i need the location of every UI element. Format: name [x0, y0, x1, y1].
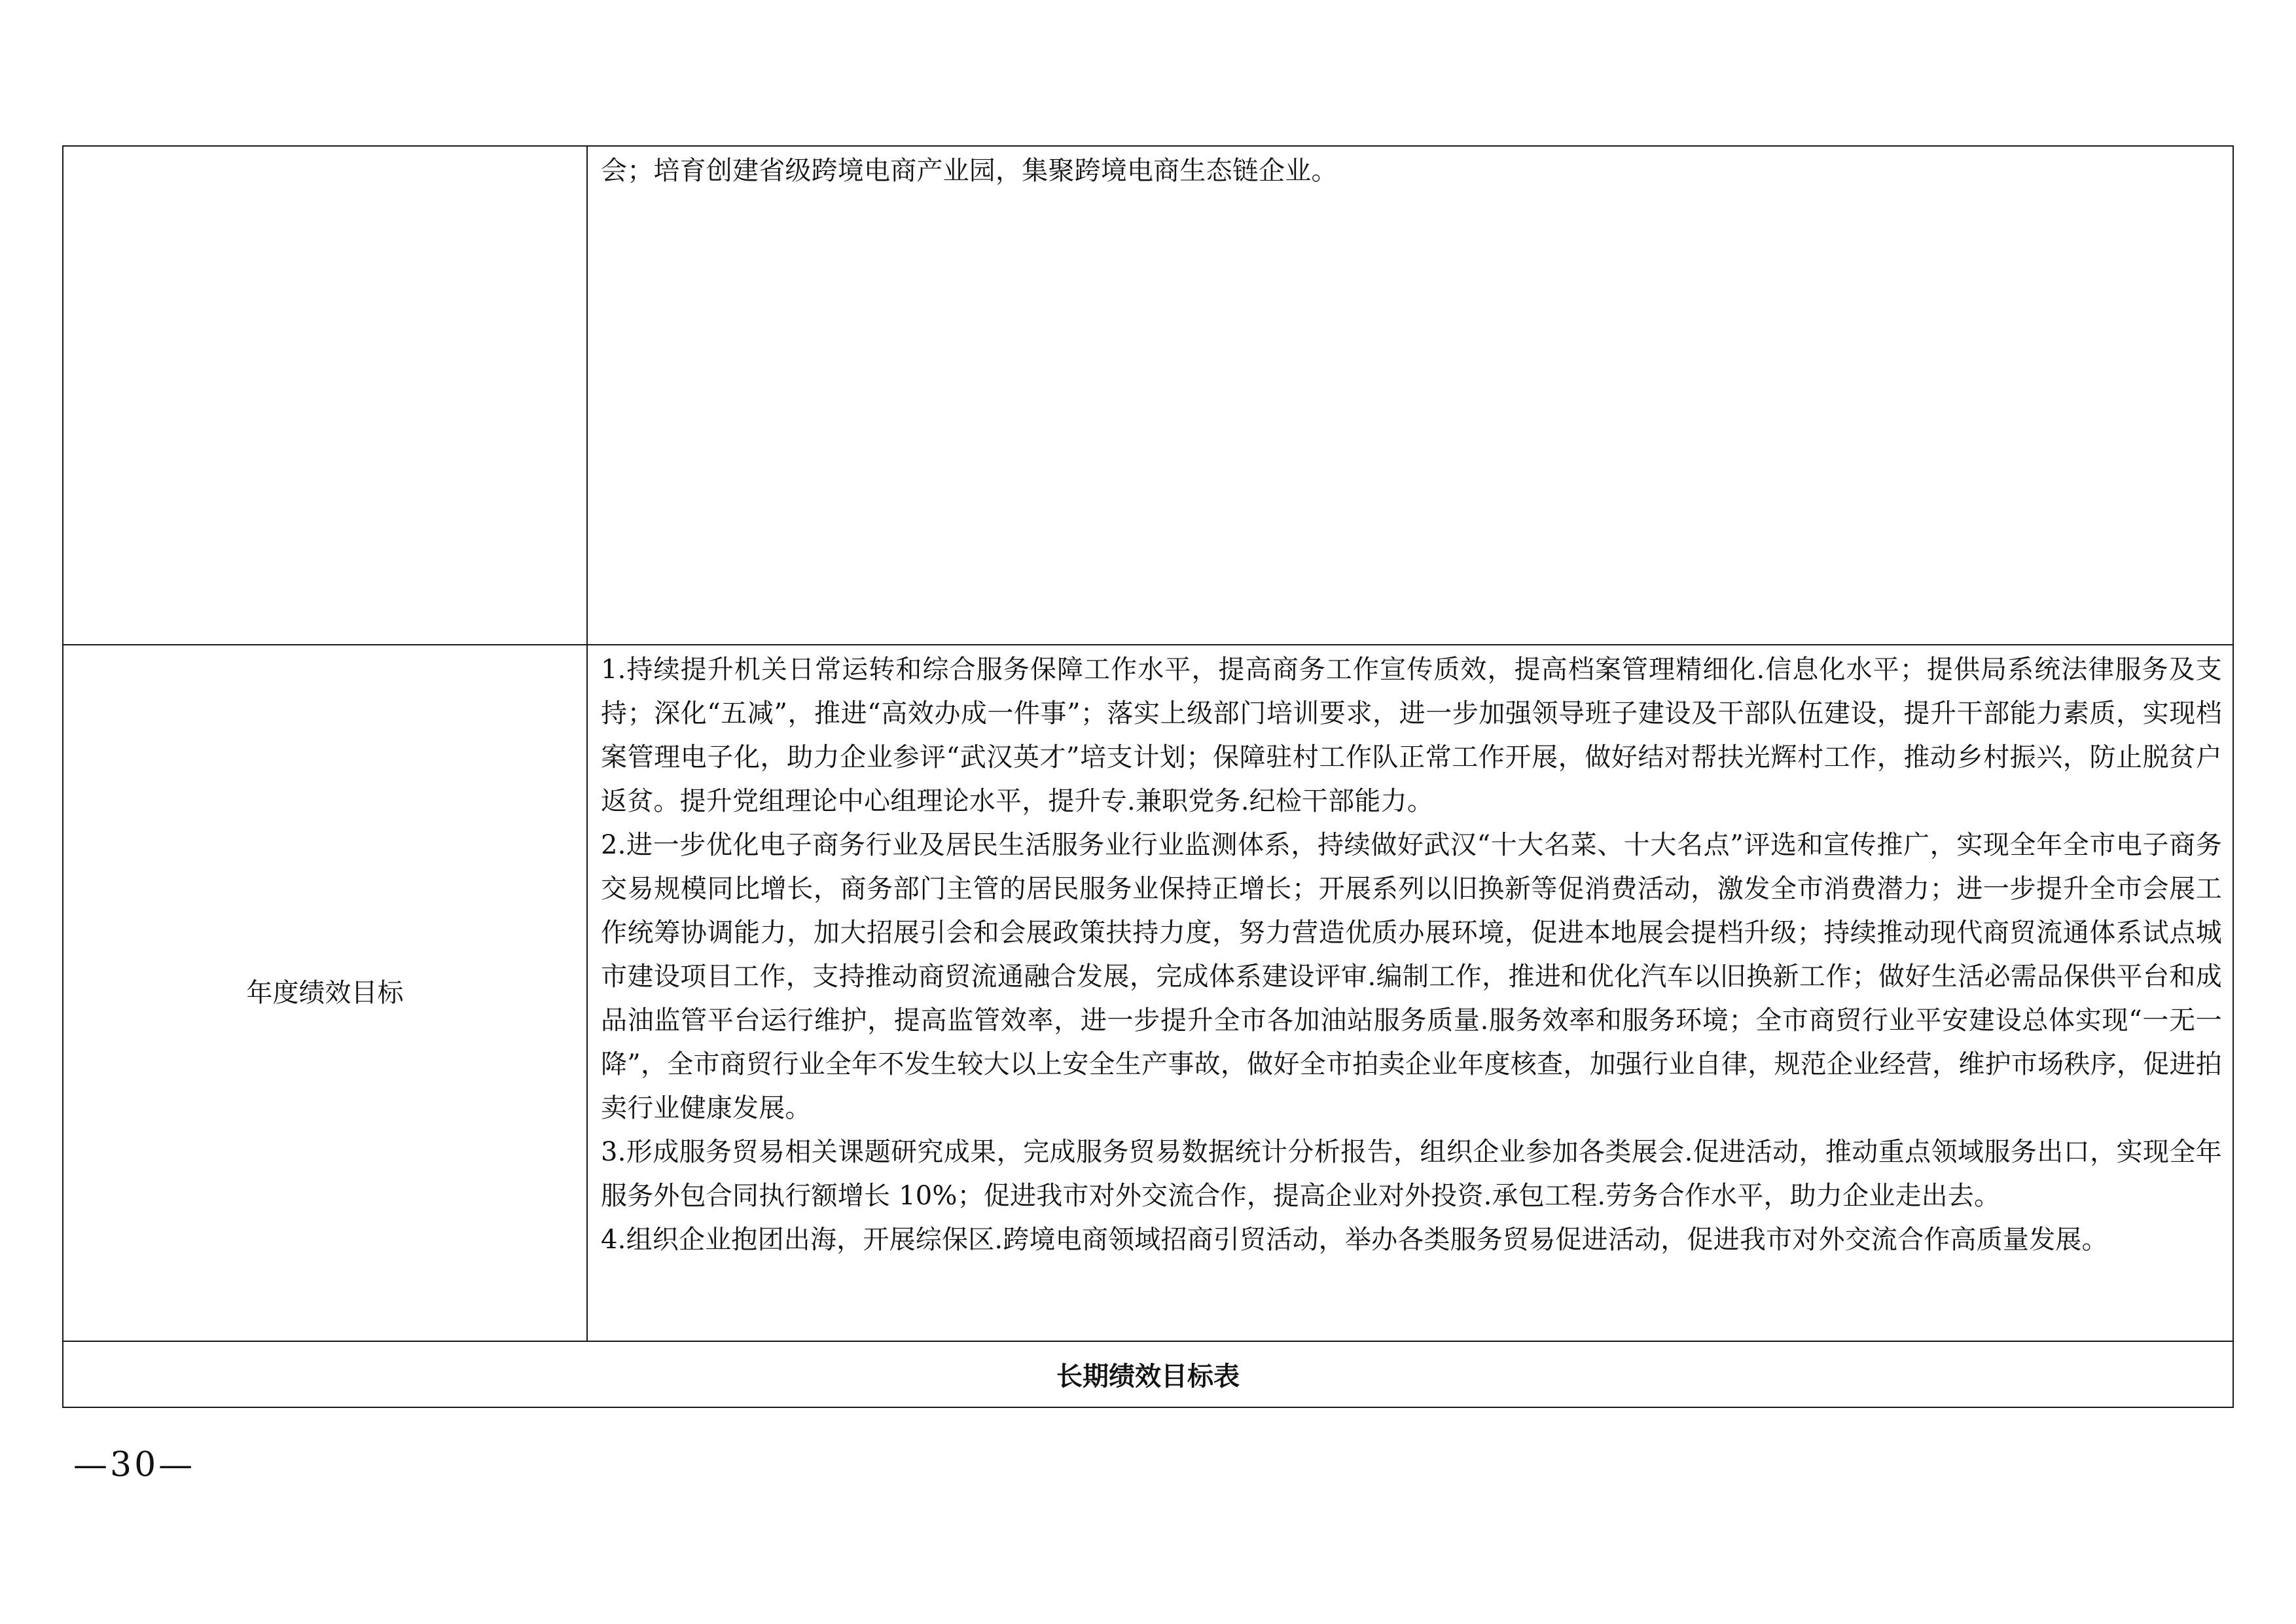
table-row-footer [63, 1341, 2233, 1407]
long-term-goals-title: 长期绩效目标表 [63, 1341, 2233, 1407]
row-content-continuation [587, 146, 2233, 645]
table-row-continuation [63, 146, 2233, 645]
goal-item-1: 1.持续提升机关日常运转和综合服务保障工作水平，提高商务工作宣传质效，提高档案管理精细化.信息化水平；提供局系统法律服务及支持；深化“五减”，推进“高效办成一件事”；落实上级部门培训要求，进一步加强领导班子建设及干部队伍建设，提升干部能力素质，实现档案管理电子化，助力企业参评“武汉英才”培支计划；保障驻村工作队正常工作开展，做好结对帮扶光辉村工作，推动乡村振兴，防止脱贫户返贫。提升党组理论中心组理论水平，提升专.兼职党务.纪检干部能力。 [601, 655, 2222, 816]
goal-item-2: 2.进一步优化电子商务行业及居民生活服务业行业监测体系，持续做好武汉“十大名菜、十大名点”评选和宣传推广，实现全年全市电子商务交易规模同比增长，商务部门主管的居民服务业保持正增长；开展系列以旧换新等促消费活动，激发全市消费潜力；进一步提升全市会展工作统筹协调能力，加大招展引会和会展政策扶持力度，努力营造优质办展环境，促进本地展会提档升级；持续推动现代商贸流通体系试点城市建设项目工作，支持推动商贸流通融合发展，完成体系建设评审.编制工作，推进和优化汽车以旧换新工作；做好生活必需品保供平台和成品油监管平台运行维护，提高监管效率，进一步提升全市各加油站服务质量.服务效率和服务环境；全市商贸行业平安建设总体实现“一无一降”，全市商贸行业全年不发生较大以上安全生产事故，做好全市拍卖企业年度核查，加强行业自律，规范企业经营，维护市场秩序，促进拍卖行业健康发展。 [601, 830, 2222, 1123]
table-row-annual-goals [63, 645, 2233, 1341]
annual-goals-content [587, 645, 2233, 1341]
annual-goals-label: 年度绩效目标 [63, 645, 587, 1341]
page-number: —30— [73, 1445, 196, 1485]
continuation-text: 会；培育创建省级跨境电商产业园，集聚跨境电商生态链企业。 [601, 156, 1338, 186]
performance-goals-table [62, 145, 2234, 1408]
goal-item-3: 3.形成服务贸易相关课题研究成果，完成服务贸易数据统计分析报告，组织企业参加各类展会.促进活动，推动重点领域服务出口，实现全年服务外包合同执行额增长 10%；促进我市对外交流合作，提高企业对外投资.承包工程.劳务合作水平，助力企业走出去。 [601, 1137, 2222, 1211]
row-label-empty [63, 146, 587, 645]
goal-item-4: 4.组织企业抱团出海，开展综保区.跨境电商领域招商引贸活动，举办各类服务贸易促进活动，促进我市对外交流合作高质量发展。 [601, 1225, 2108, 1255]
